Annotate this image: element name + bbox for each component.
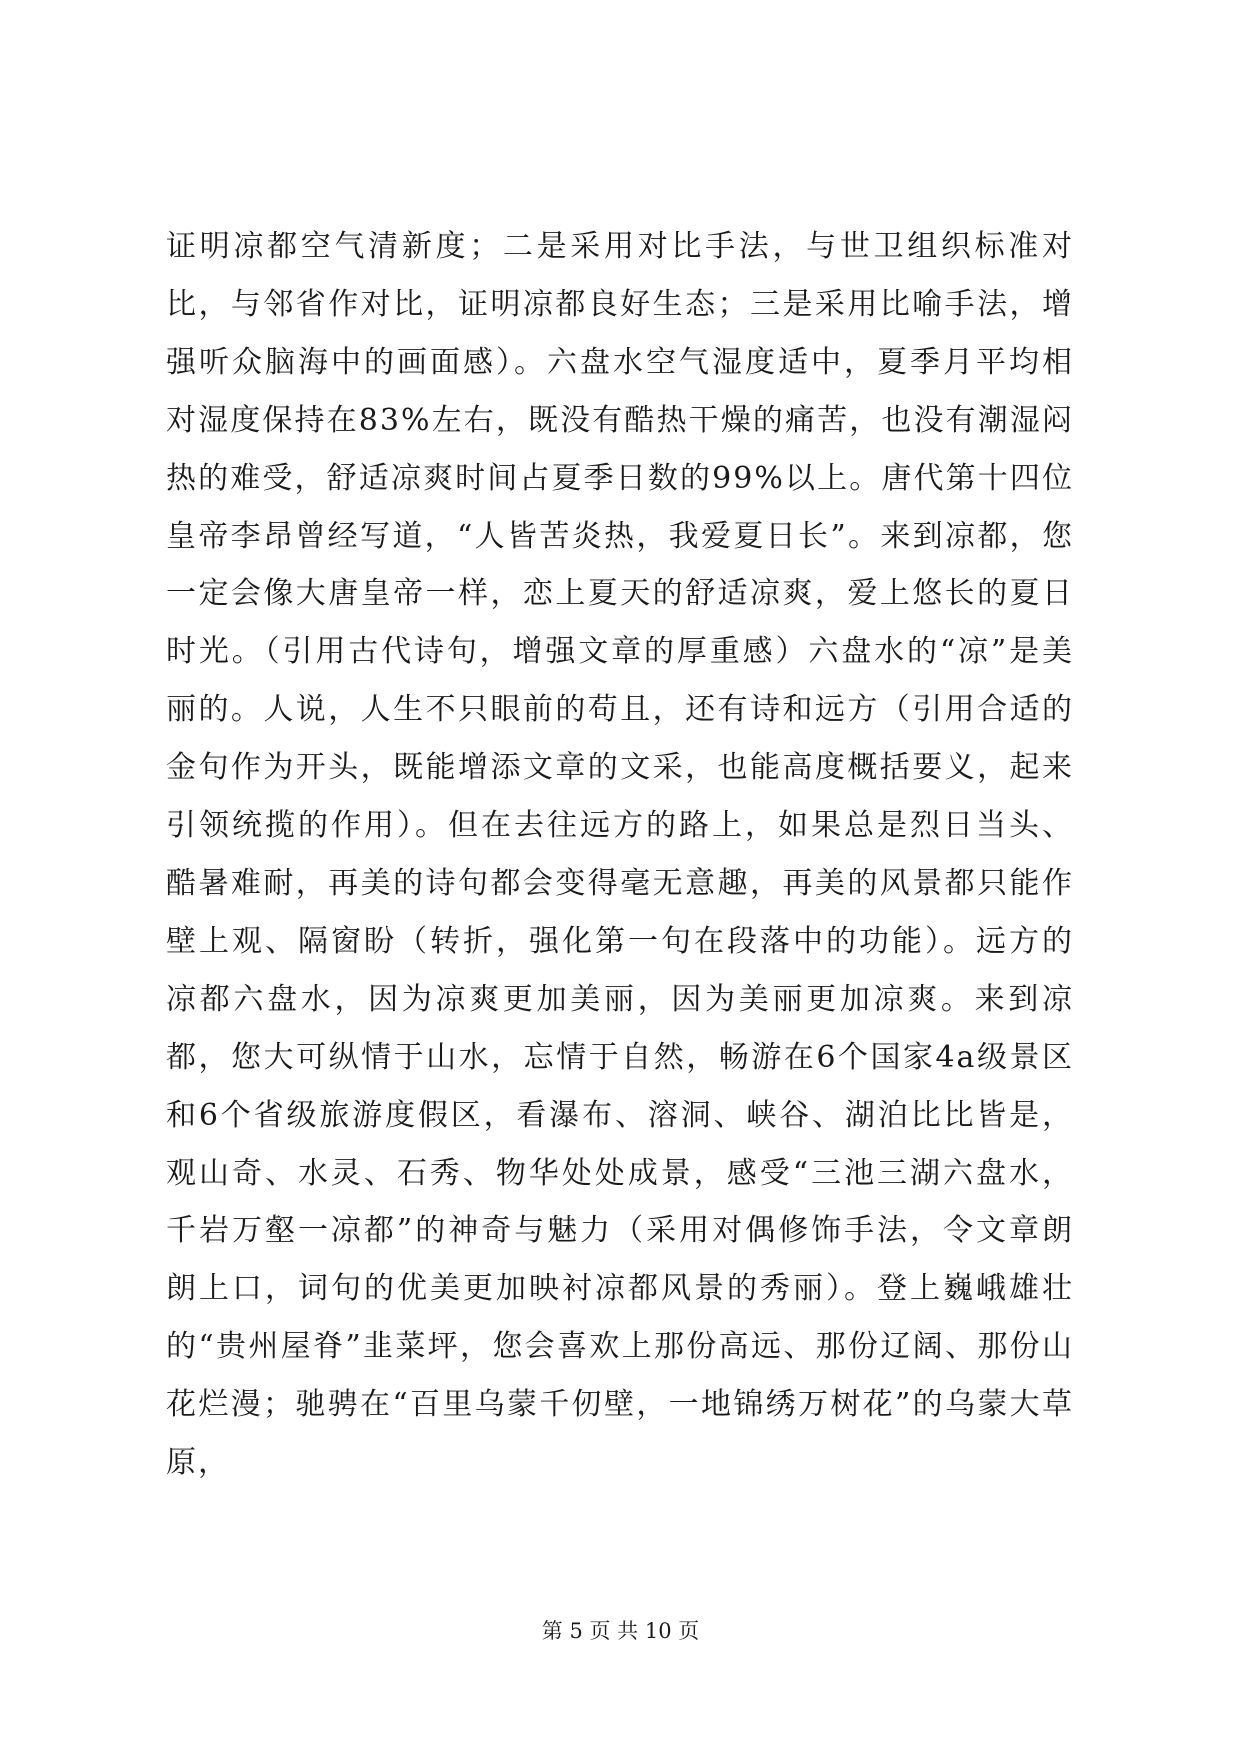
page-number-footer: 第 5 页 共 10 页 [541, 1619, 700, 1643]
body-paragraph: 证明凉都空气清新度；二是采用对比手法，与世卫组织标准对比，与邻省作对比，证明凉都良好生态；三是采用比喻手法，增强听众脑海中的画面感）。六盘水空气湿度适中，夏季月平均相对湿度保持在83%左右，既没有酷热干燥的痛苦，也没有潮湿闷热的难受，舒适凉爽时间占夏季日数的99%以上。唐代第十四位皇帝李昂曾经写道，“人皆苦炎热，我爱夏日长”。来到凉都，您一定会像大唐皇帝一样，恋上夏天的舒适凉爽，爱上悠长的夏日时光。（引用古代诗句，增强文章的厚重感）六盘水的“凉”是美丽的。人说，人生不只眼前的苟且，还有诗和远方（引用合适的金句作为开头，既能增添文章的文采，也能高度概括要义，起来引领统揽的作用）。但在去往远方的路上，如果总是烈日当头、酷暑难耐，再美的诗句都会变得毫无意趣，再美的风景都只能作壁上观、隔窗盼（转折，强化第一句在段落中的功能）。远方的凉都六盘水，因为凉爽更加美丽，因为美丽更加凉爽。来到凉都，您大可纵情于山水，忘情于自然，畅游在6个国家4a级景区和6个省级旅游度假区，看瀑布、溶洞、峡谷、湖泊比比皆是，观山奇、水灵、石秀、物华处处成景，感受“三池三湖六盘水，千岩万壑一凉都”的神奇与魅力（采用对偶修饰手法，令文章朗朗上口，词句的优美更加映衬凉都风景的秀丽）。登上巍峨雄壮的“贵州屋脊”韭菜坪，您会喜欢上那份高远、那份辽阔、那份山花烂漫；驰骋在“百里乌蒙千仞壁，一地锦绣万树花”的乌蒙大草原， [166, 229, 1074, 1481]
